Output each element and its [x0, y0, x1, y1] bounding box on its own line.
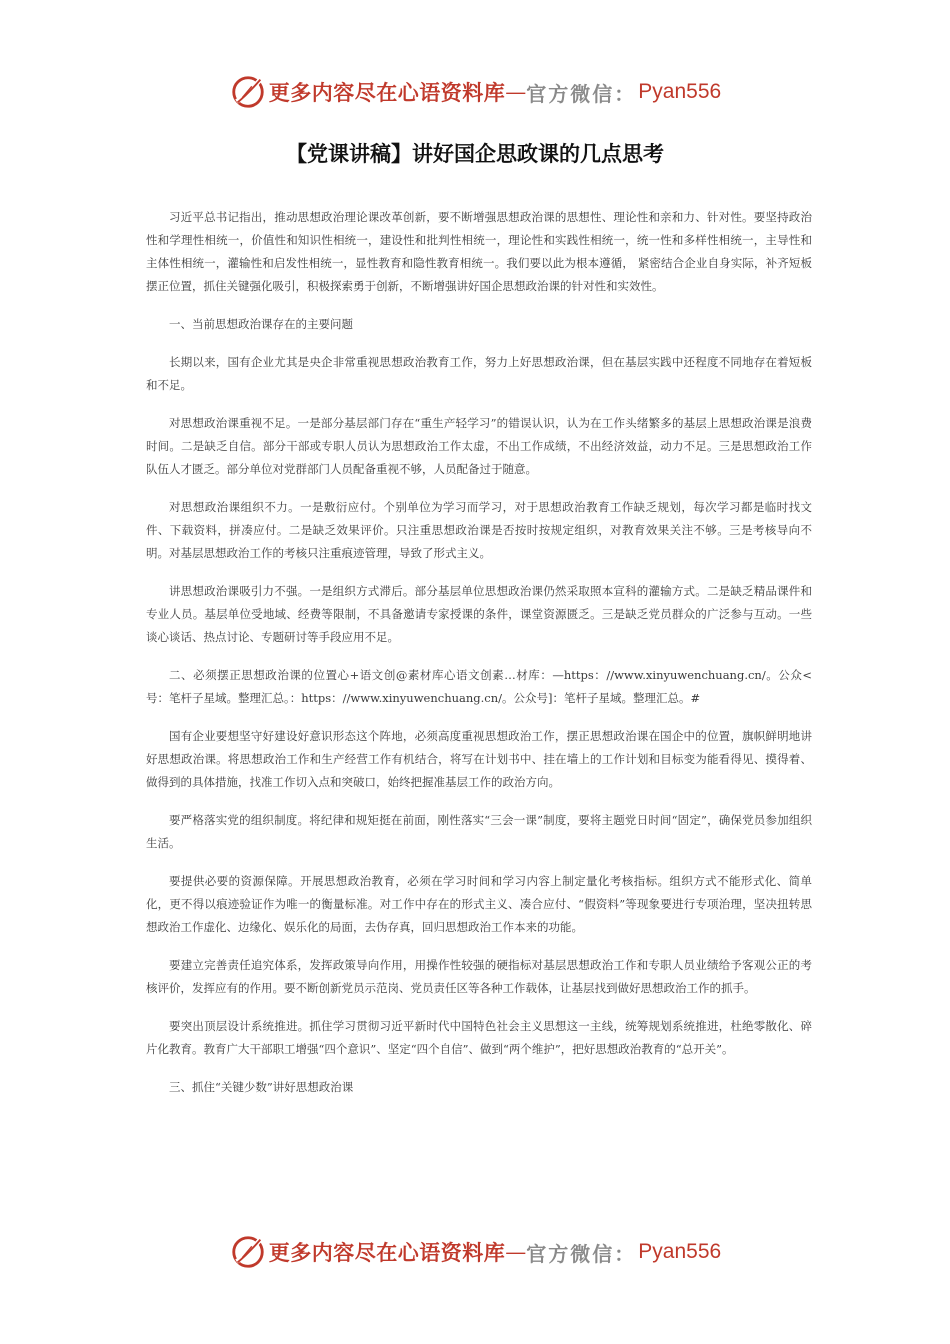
footer-banner [0, 1232, 950, 1272]
quill-logo-icon [229, 1233, 267, 1271]
paragraph: 习近平总书记指出，推动思想政治理论课改革创新，要不断增强思想政治课的思想性、理论性和亲和力、针对性。要坚持政治性和学理性相统一，价值性和知识性相统一，建设性和批判性相统一，理论性和实践性相统一，统一性和多样性相统一，主导性和主体性相统一，灌输性和启发性相统一，显性教育和隐性教育相统一。我们要以此为根本遵循， 紧密结合企业自身实际，补齐短板摆正位置，抓住关键强化吸引，积极探索勇于创新，不断增强讲好国企思想政治课的针对性和实效性。 [146, 210, 812, 293]
banner-wechat-label: 官方微信： [526, 1241, 637, 1266]
paragraph: 对思想政治课重视不足。一是部分基层部门存在“重生产轻学习”的错误认识，认为在工作头绪繁多的基层上思想政治课是浪费时间。二是缺乏自信。部分干部或专职人员认为思想政治工作太虚，不出工作成绩，不出经济效益，动力不足。三是思想政治工作队伍人才匮乏。部分单位对党群部门人员配备重视不够，人员配备过于随意。 [146, 416, 812, 476]
section-heading: 一、当前思想政治课存在的主要问题 [169, 317, 353, 331]
banner-wechat-id: Pyan556 [638, 1240, 722, 1263]
quill-logo-icon [229, 73, 267, 111]
paragraph: 讲思想政治课吸引力不强。一是组织方式滞后。部分基层单位思想政治课仍然采取照本宣科的灌输方式。二是缺乏精品课件和专业人员。基层单位受地域、经费等限制，不具备邀请专家授课的条件，课堂资源匮乏。三是缺乏党员群众的广泛参与互动。一些谈心谈话、热点讨论、专题研讨等手段应用不足。 [146, 584, 812, 644]
banner-dash: — [505, 1240, 527, 1264]
section-heading: 二、必须摆正思想政治课的位置心+语文创@素材库心语文创素…材库：—https：//www.xinyuwenchuang.cn/。公众<号：笔杆子星域。整理汇总。：https：//www.xinyuwenchuang.cn/。公众号]：笔杆子星域。整理汇总。# [146, 668, 812, 705]
document-title: 【党课讲稿】讲好国企思政课的几点思考 [286, 142, 664, 166]
banner-wechat-label: 官方微信： [526, 81, 637, 106]
header-banner [0, 72, 950, 112]
banner-wechat-id: Pyan556 [638, 80, 722, 103]
paragraph: 长期以来，国有企业尤其是央企非常重视思想政治教育工作，努力上好思想政治课，但在基层实践中还程度不同地存在着短板和不足。 [146, 355, 812, 392]
paragraph: 要突出顶层设计系统推进。抓住学习贯彻习近平新时代中国特色社会主义思想这一主线，统筹规划系统推进，杜绝零散化、碎片化教育。教育广大干部职工增强“四个意识”、坚定“四个自信”、做到“两个维护”，把好思想政治教育的“总开关”。 [146, 1019, 812, 1056]
paragraph: 对思想政治课组织不力。一是敷衍应付。个别单位为学习而学习，对于思想政治教育工作缺乏规划，每次学习都是临时找文件、下载资料，拼凑应付。二是缺乏效果评价。只注重思想政治课是否按时按规定组织，对教育效果关注不够。三是考核导向不明。对基层思想政治工作的考核只注重痕迹管理，导致了形式主义。 [146, 500, 812, 560]
paragraph: 国有企业要想坚守好建设好意识形态这个阵地，必须高度重视思想政治工作，摆正思想政治课在国企中的位置，旗帜鲜明地讲好思想政治课。将思想政治工作和生产经营工作有机结合，将写在计划书中、挂在墙上的工作计划和目标变为能看得见、摸得着、做得到的具体措施，找准工作切入点和突破口，始终把握准基层工作的政治方向。 [146, 729, 812, 789]
paragraph: 要提供必要的资源保障。开展思想政治教育，必须在学习时间和学习内容上制定量化考核指标。组织方式不能形式化、简单化，更不得以痕迹验证作为唯一的衡量标准。对工作中存在的形式主义、凑合应付、“假资料”等现象要进行专项治理，坚决扭转思想政治工作虚化、边缘化、娱乐化的局面，去伪存真，回归思想政治工作本来的功能。 [146, 874, 812, 934]
paragraph: 要建立完善责任追究体系，发挥政策导向作用，用操作性较强的硬指标对基层思想政治工作和专职人员业绩给予客观公正的考核评价，发挥应有的作用。要不断创新党员示范岗、党员责任区等各种工作载体，让基层找到做好思想政治工作的抓手。 [146, 958, 812, 995]
section-heading: 三、抓住“关键少数”讲好思想政治课 [169, 1080, 354, 1094]
banner-dash: — [505, 80, 527, 104]
document-body [146, 206, 812, 1114]
banner-red-text: 更多内容尽在心语资料库 [268, 80, 506, 105]
banner-red-text: 更多内容尽在心语资料库 [268, 1240, 506, 1265]
paragraph: 要严格落实党的组织制度。将纪律和规矩挺在前面，刚性落实“三会一课”制度，要将主题党日时间“固定”，确保党员参加组织生活。 [146, 813, 812, 850]
